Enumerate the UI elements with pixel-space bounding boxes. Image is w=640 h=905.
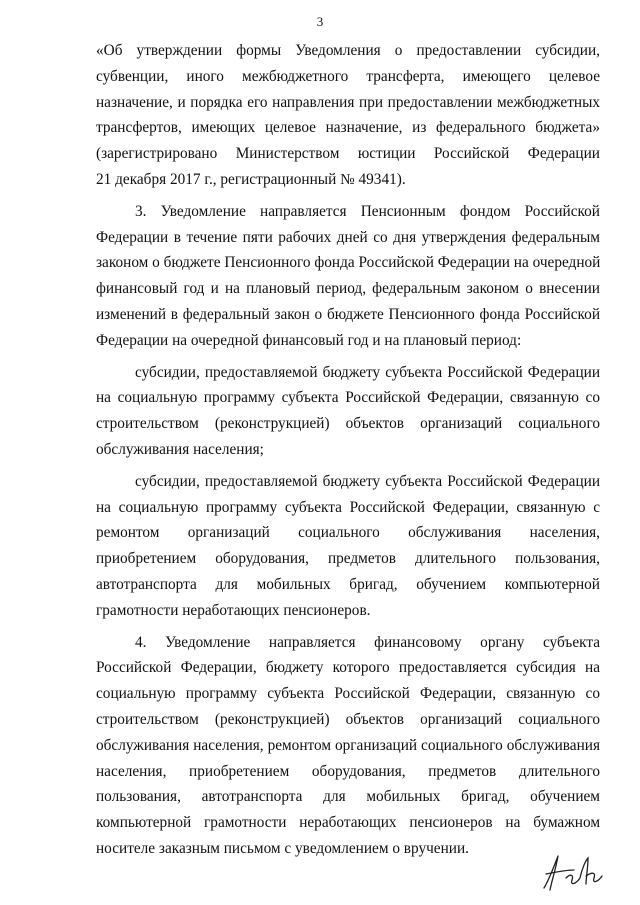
text-line: пользования, автотранспорта для мобильных бригад, обучением [96, 788, 600, 806]
text-line: обслуживания населения; [96, 440, 264, 458]
paragraph-5 [96, 630, 600, 862]
paragraph-3 [96, 360, 600, 463]
text-line: приобретением оборудования, предметов длительного пользования, [96, 550, 600, 568]
paragraph-2 [96, 199, 600, 354]
text-line: автотранспорта для мобильных бригад, обучением компьютерной [96, 575, 600, 593]
page-number: 3 [316, 14, 324, 29]
text-line: назначение, и порядка его направления при предоставлении межбюджетных [96, 93, 600, 111]
text-line: 3. Уведомление направляется Пенсионным фондом Российской [135, 202, 600, 220]
text-line: субсидии, предоставляемой бюджету субъекта Российской Федерации [135, 363, 600, 381]
text-line: 21 декабря 2017 г., регистрационный № 49341). [96, 170, 406, 188]
text-line: субсидии, предоставляемой бюджету субъекта Российской Федерации [135, 472, 600, 490]
paragraph-4 [96, 469, 600, 624]
text-line: 4. Уведомление направляется финансовому органу субъекта [135, 633, 600, 651]
text-line: населения, приобретением оборудования, предметов длительного [96, 762, 600, 780]
text-line: Федерации в течение пяти рабочих дней со дня утверждения федеральным [96, 228, 600, 246]
text-line: носителе заказным письмом с уведомлением о вручении. [96, 839, 469, 857]
document-body [96, 38, 600, 862]
text-line: компьютерной грамотности неработающих пенсионеров на бумажном [96, 814, 600, 832]
text-line: Федерации на очередной финансовый год и на плановый период: [96, 331, 522, 349]
text-line: грамотности неработающих пенсионеров. [96, 601, 371, 619]
text-line: трансфертов, имеющих целевое назначение, из федерального бюджета» [96, 119, 600, 137]
text-line: на социальную программу субъекта Российской Федерации, связанную с [96, 498, 600, 516]
paragraph-1 [96, 38, 600, 193]
text-line: обслуживания населения, ремонтом организаций социального обслуживания [96, 736, 600, 754]
text-line: социальную программу субъекта Российской Федерации, связанную со [96, 685, 600, 703]
text-line: строительством (реконструкцией) объектов организаций социального [96, 710, 600, 728]
text-line: «Об утверждении формы Уведомления о предоставлении субсидии, [96, 42, 600, 59]
text-line: на социальную программу субъекта Российской Федерации, связанную со [96, 389, 600, 407]
text-line: финансовый год и на плановый период, федеральным законом о внесении [96, 280, 600, 298]
text-line: изменений в федеральный закон о бюджете Пенсионного фонда Российской [96, 305, 600, 323]
handwritten-signature [536, 848, 606, 896]
text-line: Российской Федерации, бюджету которого предоставляется субсидия на [96, 659, 600, 677]
text-line: законом о бюджете Пенсионного фонда Российской Федерации на очередной [96, 254, 601, 272]
text-line: ремонтом организаций социального обслуживания населения, [96, 524, 600, 542]
text-line: строительством (реконструкцией) объектов организаций социального [96, 415, 600, 433]
text-line: субвенции, иного межбюджетного трансферта, имеющего целевое [96, 67, 600, 85]
text-line: (зарегистрировано Министерством юстиции Российской Федерации [96, 145, 600, 163]
